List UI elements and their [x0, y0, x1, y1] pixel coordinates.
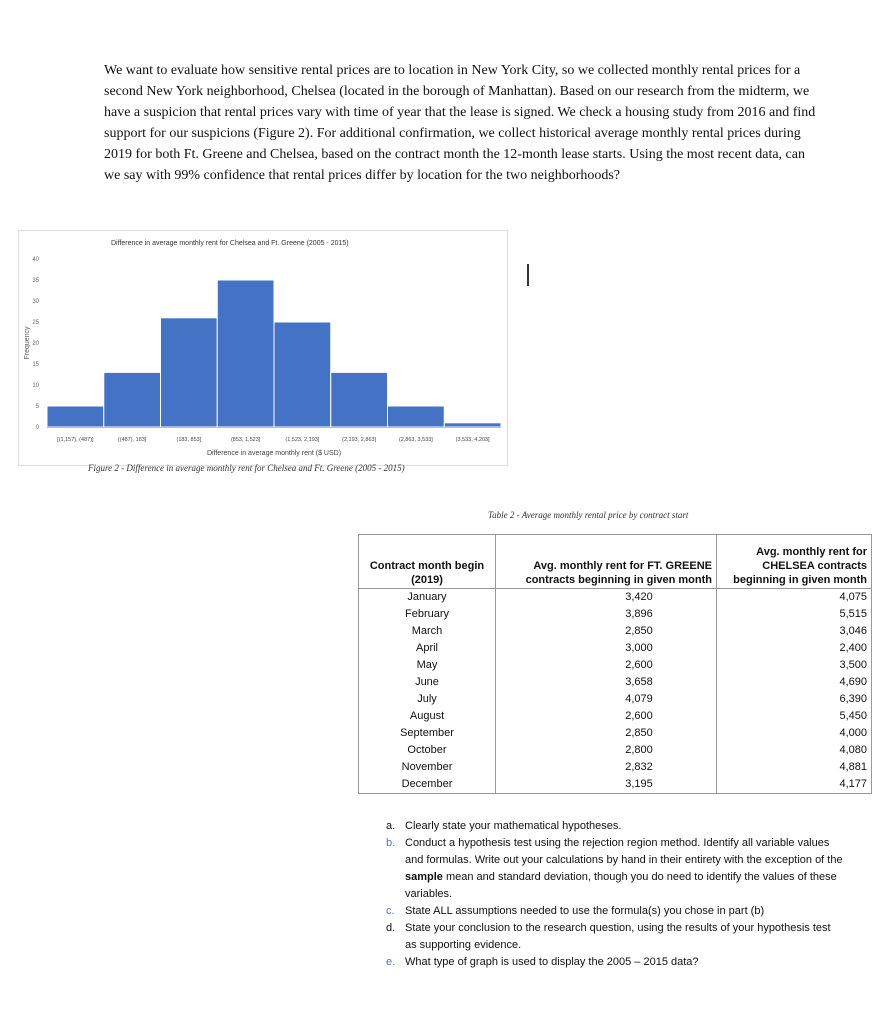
question-item [383, 920, 843, 954]
cell-chelsea-rent: 4,177 [717, 776, 872, 794]
chart-title: Difference in average monthly rent for Chelsea and Ft. Greene (2005 - 2015) [111, 240, 349, 247]
cell-ft-greene-rent: 2,600 [496, 708, 717, 725]
cell-month: January [359, 589, 496, 607]
histogram-bar [161, 318, 218, 427]
x-tick-label: [(1,157), (487)] [57, 437, 94, 443]
question-list [383, 818, 843, 971]
cell-month: July [359, 691, 496, 708]
histogram-bar [388, 406, 445, 427]
cell-chelsea-rent: 4,075 [717, 589, 872, 607]
histogram-chart [19, 231, 507, 465]
question-text: Conduct a hypothesis test using the rejection region method. Identify all variable values and formulas. Write out your calculations by hand in their entirety with the exception of the [405, 837, 843, 866]
table-row [359, 776, 872, 794]
y-tick-label: 15 [32, 362, 39, 368]
cell-month: March [359, 623, 496, 640]
cell-chelsea-rent: 2,400 [717, 640, 872, 657]
x-tick-label: (3,533, 4,203] [455, 437, 490, 443]
cell-month: June [359, 674, 496, 691]
y-tick-label: 30 [32, 299, 39, 305]
problem-statement: We want to evaluate how sensitive rental prices are to location in New York City, so we collected monthly rental prices for a second New York neighborhood, Chelsea (located in the borough of Manhattan). Based on our research from the midterm, we have a suspicion that rental prices vary with time of year that the lease is signed. We check a housing study from 2016 and find support for our suspicions (Figure 2). For additional confirmation, we collect historical average monthly rental prices during 2019 for both Ft. Greene and Chelsea, based on the contract month the 12-month lease starts. Using the most recent data, can we say with 99% confidence that rental prices differ by location for the two neighborhoods? [104, 63, 816, 183]
y-axis-label: Frequency [24, 326, 31, 360]
x-tick-label: (2,863, 3,533] [398, 437, 433, 443]
question-text: Clearly state your mathematical hypotheses. [405, 820, 622, 832]
table-row [359, 589, 872, 607]
cell-ft-greene-rent: 2,600 [496, 657, 717, 674]
question-text: State your conclusion to the research question, using the results of your hypothesis test as supporting evidence. [405, 922, 831, 951]
cell-ft-greene-rent: 3,000 [496, 640, 717, 657]
cell-ft-greene-rent: 2,832 [496, 759, 717, 776]
cell-ft-greene-rent: 3,195 [496, 776, 717, 794]
x-tick-label: (2,193, 2,863] [342, 437, 377, 443]
x-tick-label: (853, 1,523] [230, 437, 261, 443]
cell-chelsea-rent: 4,881 [717, 759, 872, 776]
table-row [359, 640, 872, 657]
question-emphasis: sample [405, 871, 443, 883]
text-cursor [527, 264, 529, 286]
x-tick-label: ((487), 183] [117, 437, 147, 443]
table-row [359, 623, 872, 640]
table-row [359, 759, 872, 776]
table-row [359, 606, 872, 623]
cell-ft-greene-rent: 2,850 [496, 623, 717, 640]
cell-ft-greene-rent: 4,079 [496, 691, 717, 708]
cell-month: September [359, 725, 496, 742]
cell-month: August [359, 708, 496, 725]
question-marker: b. [386, 837, 396, 849]
question-text: State ALL assumptions needed to use the formula(s) you chose in part (b) [405, 905, 765, 917]
histogram-bar [444, 423, 501, 427]
header-chelsea: Avg. monthly rent for CHELSEA contracts beginning in given month [717, 535, 872, 589]
cell-chelsea-rent: 3,500 [717, 657, 872, 674]
table-row [359, 657, 872, 674]
header-ft-greene: Avg. monthly rent for FT. GREENE contracts beginning in given month [496, 535, 717, 589]
question-item [383, 954, 843, 971]
question-item [383, 903, 843, 920]
table-row [359, 742, 872, 759]
cell-month: December [359, 776, 496, 794]
rental-price-table [358, 534, 872, 794]
cell-chelsea-rent: 4,080 [717, 742, 872, 759]
y-tick-label: 40 [32, 257, 39, 263]
x-tick-label: (1,523, 2,193] [285, 437, 320, 443]
cell-ft-greene-rent: 3,658 [496, 674, 717, 691]
table-row [359, 691, 872, 708]
histogram-bar [274, 322, 331, 427]
table-row [359, 674, 872, 691]
histogram-figure [18, 230, 508, 466]
cell-ft-greene-rent: 2,800 [496, 742, 717, 759]
y-tick-label: 35 [32, 278, 39, 284]
cell-month: April [359, 640, 496, 657]
cell-chelsea-rent: 5,515 [717, 606, 872, 623]
question-text: What type of graph is used to display the 2005 – 2015 data? [405, 956, 699, 968]
cell-chelsea-rent: 5,450 [717, 708, 872, 725]
y-tick-label: 10 [32, 383, 39, 389]
y-tick-label: 5 [35, 404, 39, 410]
question-item [383, 818, 843, 835]
cell-chelsea-rent: 3,046 [717, 623, 872, 640]
cell-chelsea-rent: 6,390 [717, 691, 872, 708]
histogram-bar [331, 372, 388, 427]
y-tick-label: 25 [32, 320, 39, 326]
table-header-row [359, 535, 872, 589]
x-tick-label: (183, 853] [176, 437, 202, 443]
table-row [359, 725, 872, 742]
cell-ft-greene-rent: 3,896 [496, 606, 717, 623]
cell-month: October [359, 742, 496, 759]
question-item [383, 835, 843, 903]
cell-month: May [359, 657, 496, 674]
question-marker: d. [386, 922, 396, 934]
cell-month: November [359, 759, 496, 776]
y-tick-label: 20 [32, 341, 39, 347]
x-axis-label: Difference in average monthly rent ($ USD) [206, 450, 342, 457]
cell-ft-greene-rent: 2,850 [496, 725, 717, 742]
question-marker: c. [386, 905, 395, 917]
question-text-continued: mean and standard deviation, though you do need to identify the values of these variables. [405, 871, 837, 900]
cell-chelsea-rent: 4,000 [717, 725, 872, 742]
question-marker: e. [386, 956, 396, 968]
header-month: Contract month begin (2019) [359, 535, 496, 589]
histogram-bar [47, 406, 104, 427]
cell-chelsea-rent: 4,690 [717, 674, 872, 691]
histogram-bar [217, 280, 274, 427]
figure-caption: Figure 2 - Difference in average monthly rent for Chelsea and Ft. Greene (2005 - 2015) [88, 463, 405, 473]
table-caption: Table 2 - Average monthly rental price by contract start [488, 510, 689, 520]
cell-month: February [359, 606, 496, 623]
y-tick-label: 0 [35, 425, 39, 431]
table-row [359, 708, 872, 725]
histogram-bar [104, 372, 161, 427]
question-marker: a. [386, 820, 396, 832]
cell-ft-greene-rent: 3,420 [496, 589, 717, 607]
